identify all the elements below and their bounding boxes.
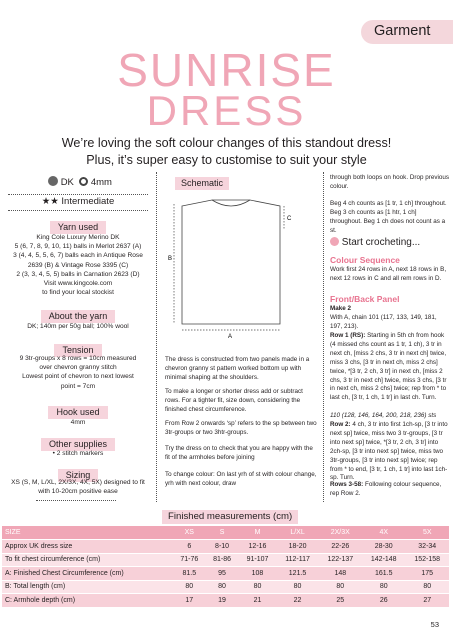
table-cell: 32-34 <box>405 540 449 554</box>
table-cell: 12-16 <box>238 540 276 554</box>
schematic-heading: Schematic <box>175 177 229 190</box>
table-cell: 80 <box>277 580 319 594</box>
table-cell: 148 <box>319 567 362 581</box>
bullet-icon <box>330 237 339 246</box>
row-1-text: Starting in 5th ch from hook (4 missed chs count as 1 tr, 1 ch), 3 tr in next ch, [miss 2 chs, 3 tr in next ch] twice, miss 3 chs, [3 tr in next ch, miss 2 chs] twice, *[3 tr, 2 ch, 3 tr] in next ch, [miss 2 chs, 3 tr in next ch] twice, miss 3 chs, [3 tr in next ch, miss 2 chs] twice; rep from * to last ch, [3 tr, 1 ch, 1 tr] in last ch. Turn. <box>330 332 447 402</box>
hook-icon <box>79 177 88 186</box>
table-row <box>2 580 449 594</box>
table-cell: 28-30 <box>362 540 405 554</box>
table-cell: 80 <box>362 580 405 594</box>
column-header: 5X <box>405 526 449 540</box>
table-cell: 91-107 <box>238 553 276 567</box>
row-1-label: Row 1 (RS): <box>330 332 366 339</box>
tension-line: point = 7cm <box>60 382 96 390</box>
table-cell: Approx UK dress size <box>2 540 173 554</box>
schematic-paragraph: To change colour: On last yrh of st with colour change, yrh with next colour, draw <box>165 471 317 487</box>
table-cell: 152-158 <box>405 553 449 567</box>
table-cell: 142-148 <box>362 553 405 567</box>
table-cell: B: Total length (cm) <box>2 580 173 594</box>
measurements-table <box>2 526 449 608</box>
column-divider <box>156 172 157 502</box>
right-paragraph: Beg 4 ch counts as [1 tr, 1 ch] throughout. Beg 3 ch counts as [1 htr, 1 ch] throughout. Beg 1 ch does not count as a st. <box>330 200 447 234</box>
table-cell: 80 <box>319 580 362 594</box>
column-header: M <box>238 526 276 540</box>
row-1-instruction <box>330 332 450 403</box>
yarn-used-line: 3 (4, 4, 5, 5, 6, 7) balls each in Antique Rose <box>13 252 143 260</box>
tension-line: 9 3tr-groups x 8 rows = 10cm measured <box>19 355 137 362</box>
table-cell: 8-10 <box>206 540 239 554</box>
row-2-instruction <box>330 421 450 483</box>
table-cell: C: Armhole depth (cm) <box>2 594 173 608</box>
table-cell: 122-137 <box>319 553 362 567</box>
label-b: B <box>168 256 173 262</box>
intro-line-2: Plus, it’s super easy to customise to suit your style <box>86 153 367 167</box>
yarn-used-line: 2 (3, 3, 4, 5, 5) balls in Carnation 2623 (D) <box>16 270 140 278</box>
row-2-label: Row 2: <box>330 421 351 428</box>
start-crocheting-text: Start crocheting... <box>341 237 421 248</box>
column-header: L/XL <box>277 526 319 540</box>
yarn-used-line: to find your local stockist <box>42 289 114 297</box>
row-1-stitch-count: 110 (128, 146, 164, 200, 218, 236) sts <box>330 412 437 419</box>
tension-list <box>4 354 152 391</box>
table-row <box>2 540 449 554</box>
table-cell: To fit chest circumference (cm) <box>2 553 173 567</box>
column-header: SIZE <box>2 526 173 540</box>
table-cell: 161.5 <box>362 567 405 581</box>
schematic-paragraph: Try the dress on to check that you are happy with the fit of the armholes before joining <box>165 445 313 461</box>
table-cell: 95 <box>206 567 239 581</box>
column-header: XS <box>173 526 206 540</box>
divider <box>36 500 116 501</box>
table-cell: 80 <box>238 580 276 594</box>
table-cell: 6 <box>173 540 206 554</box>
chain-instruction: With A, chain 101 (117, 133, 149, 181, 197, 213). <box>330 314 437 330</box>
table-cell: 112-117 <box>277 553 319 567</box>
sizing-line: with 10-20cm positive ease <box>38 488 118 496</box>
table-cell: 81-86 <box>206 553 239 567</box>
dress-outline <box>182 200 280 324</box>
table-cell: 81.5 <box>173 567 206 581</box>
table-cell: 19 <box>206 594 239 608</box>
table-cell: 71-76 <box>173 553 206 567</box>
column-header: 2X/3X <box>319 526 362 540</box>
right-paragraph: through both loops on hook. Drop previous colour. <box>330 174 450 190</box>
table-row <box>2 567 449 581</box>
tension-heading: Tension <box>54 344 101 357</box>
rows-3-58-text: Following colour sequence, rep Row 2. <box>330 481 442 497</box>
table-cell: 17 <box>173 594 206 608</box>
yarn-weight-badge <box>30 175 130 191</box>
schematic-paragraph: The dress is constructed from two panels made in a chevron granny st pattern worked bottom up with minimal shaping at the shoulders. <box>165 356 310 381</box>
table-cell: 22-26 <box>319 540 362 554</box>
hook-used-text: 4mm <box>70 419 86 426</box>
title-line-2: DRESS <box>146 87 307 134</box>
about-yarn-heading: About the yarn <box>41 310 116 323</box>
table-cell: 108 <box>238 567 276 581</box>
table-cell: 25 <box>319 594 362 608</box>
rows-3-58-label: Rows 3-58: <box>330 481 364 488</box>
table-row <box>2 553 449 567</box>
label-c: C <box>287 216 292 222</box>
table-cell: 80 <box>173 580 206 594</box>
hook-used-heading: Hook used <box>48 406 107 419</box>
yarn-used-line: King Cole Luxury Merino DK <box>36 234 120 241</box>
table-cell: 21 <box>238 594 276 608</box>
colour-sequence-heading: Colour Sequence <box>330 255 400 265</box>
table-header-row <box>2 526 449 540</box>
yarn-weight: DK <box>60 177 74 188</box>
sizing-text <box>4 478 152 496</box>
yarn-used-line: Visit www.kingcole.com <box>43 280 113 288</box>
schematic-paragraph: To make a longer or shorter dress add or subtract rows. For a tighter fit, size down, considering the finished chest circumference. <box>165 388 303 413</box>
table-cell: 121.5 <box>277 567 319 581</box>
neckline <box>212 200 250 206</box>
section-tab-label: Garment <box>374 23 431 39</box>
hook-size: 4mm <box>90 177 112 188</box>
measurements-heading: Finished measurements (cm) <box>162 510 298 524</box>
intro <box>0 135 453 169</box>
other-supplies-text: • 2 stitch markers <box>52 450 104 457</box>
section-tab <box>361 20 453 44</box>
page-number: 53 <box>430 620 439 629</box>
sizing-heading: Sizing <box>58 469 99 482</box>
table-cell: 27 <box>405 594 449 608</box>
column-divider <box>323 172 324 502</box>
row-2-text: 4 ch, 3 tr into first 1ch-sp, [3 tr into next sp] twice, miss two 3 tr-groups, [3 tr into next sp] twice, *[3 tr, 2 ch, 3 tr] into 2ch-sp, [3 tr into next sp] twice, miss two 3tr-groups, [3 tr into next sp] twice; rep from * to end, [3 tr, 1 ch, 1 tr] into last 1ch-sp. Turn. <box>330 421 448 482</box>
yarn-ball-icon <box>48 176 58 186</box>
schematic-paragraph: From Row 2 onwards ‘sp’ refers to the sp between two 3tr-groups or two 3htr-groups. <box>165 420 317 436</box>
table-cell: 18-20 <box>277 540 319 554</box>
label-a: A <box>228 334 233 340</box>
table-cell: A: Finished Chest Circumference (cm) <box>2 567 173 581</box>
yarn-used-line: 5 (6, 7, 8, 9, 10, 11) balls in Merlot 2637 (A) <box>14 243 142 251</box>
table-cell: 80 <box>206 580 239 594</box>
divider <box>8 194 148 195</box>
about-yarn-text: DK; 140m per 50g ball; 100% wool <box>27 323 129 330</box>
yarn-used-list <box>4 233 152 297</box>
sizing-line: XS (S, M, L/XL, 2X/3X, 4X, 5X) designed to fit <box>11 479 145 486</box>
column-header: S <box>206 526 239 540</box>
title-line-1: SUNRISE <box>117 44 336 96</box>
tension-line: Lowest point of chevron to next lowest <box>22 373 134 381</box>
column-header: 4X <box>362 526 405 540</box>
start-crocheting <box>330 236 450 250</box>
rows-3-58-instruction <box>330 481 450 499</box>
panel-heading: Front/Back Panel <box>330 294 400 304</box>
measure-lines <box>174 204 284 330</box>
yarn-used-heading: Yarn used <box>50 221 106 234</box>
dress-panel <box>182 200 280 324</box>
schematic-diagram <box>160 192 332 342</box>
yarn-used-line: 2639 (B) & Vintage Rose 3395 (C) <box>27 261 129 269</box>
table-cell: 175 <box>405 567 449 581</box>
table-cell: 80 <box>405 580 449 594</box>
tension-line: over chevron granny stitch <box>39 364 117 372</box>
table-cell: 22 <box>277 594 319 608</box>
other-supplies-heading: Other supplies <box>41 438 115 451</box>
make-count: Make 2 <box>330 305 352 312</box>
divider <box>8 210 148 211</box>
table-cell: 26 <box>362 594 405 608</box>
intro-line-1: We’re loving the soft colour changes of this standout dress! <box>61 136 392 150</box>
colour-sequence-text: Work first 24 rows in A, next 18 rows in B, next 12 rows in C and all rem rows in D. <box>330 266 447 282</box>
skill-level: ★★ Intermediate <box>41 196 115 207</box>
table-row <box>2 594 449 608</box>
